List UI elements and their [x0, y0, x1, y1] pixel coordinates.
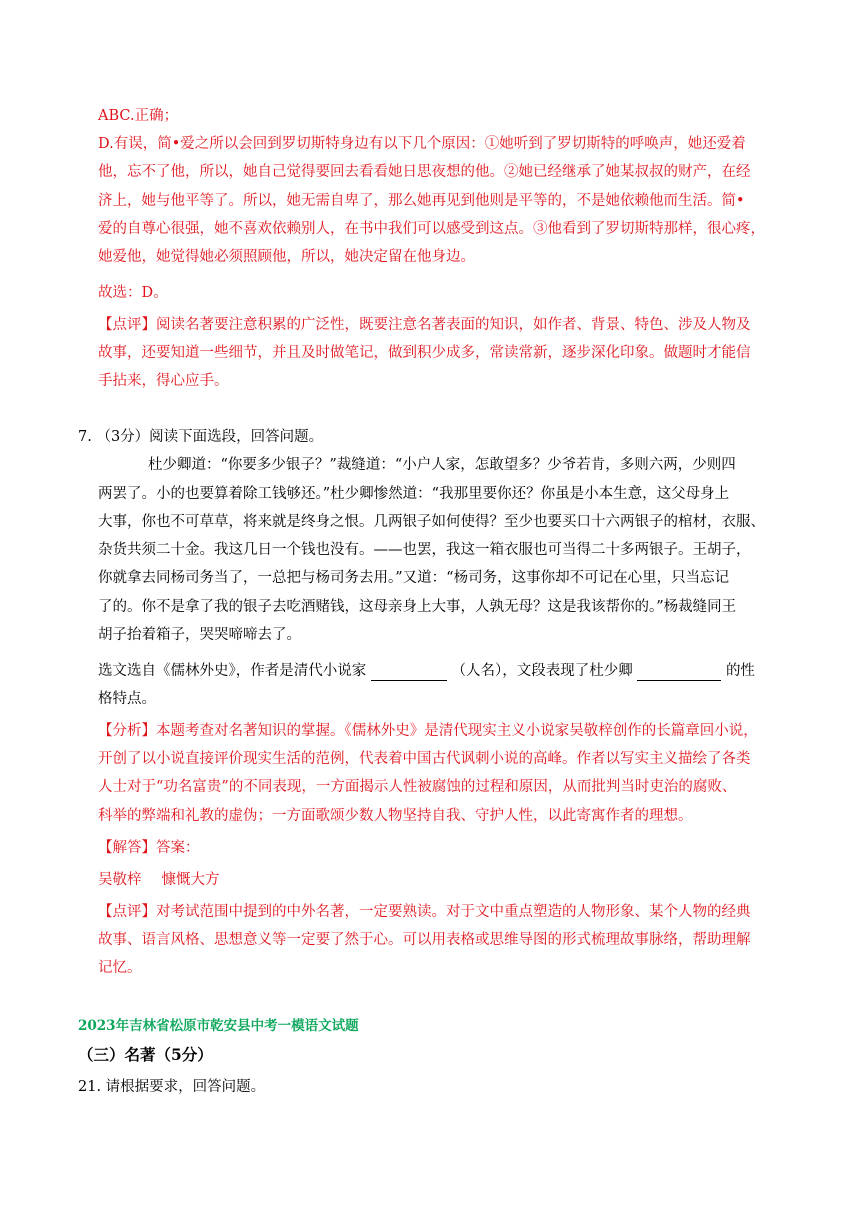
prompt-text: 的性 [725, 663, 755, 679]
analysis-line: 【分析】本题考查对名著知识的掌握。《儒林外史》是清代现实主义小说家吴敬梓创作的长篇章回小说， [98, 723, 758, 739]
answer-choice: 故选：D。 [98, 285, 168, 301]
comment-line: 手拈来，得心应手。 [98, 373, 229, 389]
explanation-line: 她爱他，她觉得她必须照顾他，所以，她决定留在他身边。 [98, 249, 475, 265]
comment-line: 故事，还要知道一些细节，并且及时做笔记，做到积少成多，常读常新，逐步深化印象。做题时才能信 [98, 345, 751, 361]
answer-author: 吴敬梓 [98, 872, 142, 888]
passage-line: 两罢了。小的也要算着除工钱够还。”杜少卿惨然道：“我那里要你还？你虽是小本生意，这父母身上 [98, 486, 730, 502]
passage-line: 你就拿去同杨司务当了，一总把与杨司务去用。”又道：“杨司务，这事你却不可记在心里，只当忘记 [98, 570, 730, 586]
passage-line: 杜少卿道：“你要多少银子？”裁缝道：“小户人家，怎敢望多？少爷若肯，多则六两，少则四 [148, 457, 736, 473]
answer-trait: 慷慨大方 [161, 872, 220, 888]
explanation-line: 爱的自尊心很强，她不喜欢依赖别人，在书中我们可以感受到这点。③他看到了罗切斯特那样，很心疼， [98, 221, 765, 237]
prompt-text: 选文选自《儒林外史》，作者是清代小说家 [98, 663, 367, 679]
analysis-line: 科举的弊端和礼教的虚伪；一方面歌颂少数人物坚持自我、守护人性，以此寄寓作者的理想。 [98, 808, 693, 824]
comment-line: 【点评】对考试范围中提到的中外名著，一定要熟读。对于文中重点塑造的人物形象、某个人物的经典 [98, 904, 751, 920]
source-title: 2023年吉林省松原市乾安县中考一模语文试题 [78, 1018, 359, 1034]
comment-line: 故事、语言风格、思想意义等一定要了然于心。可以用表格或思维导图的形式梳理故事脉络，帮助理解 [98, 932, 751, 948]
comment-line: 【点评】阅读名著要注意积累的广泛性，既要注意名著表面的知识，如作者、背景、特色、涉及人物及 [98, 317, 751, 333]
fill-in-prompt-end: 格特点。 [98, 691, 156, 707]
analysis-line: 开创了以小说直接评价现实生活的范例，代表着中国古代讽刺小说的高峰。作者以写实主义描绘了各类 [98, 751, 751, 767]
passage-line: 胡子抬着箱子，哭哭啼啼去了。 [98, 627, 301, 643]
comment-line: 记忆。 [98, 960, 142, 976]
trait-blank[interactable] [637, 663, 721, 681]
analysis-line: 人士对于“功名富贵”的不同表现，一方面揭示人性被腐蚀的过程和原因，从而批判当时吏治的腐败、 [98, 779, 737, 795]
explanation-line: 他，忘不了他，所以，她自己觉得要回去看看她日思夜想的他。②她已经继承了她某叔叔的财产，在经 [98, 164, 751, 180]
passage-line: 杂货共须二十金。我这几日一个钱也没有。——也罢，我这一箱衣服也可当得二十多两银子。王胡子， [98, 542, 751, 558]
explanation-line: 济上，她与他平等了。所以，她无需自卑了，那么她再见到他则是平等的，不是她依赖他而生活。简• [98, 193, 745, 209]
passage-line: 大事，你也不可草草，将来就是终身之恨。几两银子如何使得？至少也要买口十六两银子的棺材，衣服、 [98, 514, 765, 530]
section-heading: （三）名著（5分） [78, 1045, 213, 1064]
prompt-text: （人名），文段表现了杜少卿 [451, 663, 633, 679]
question-7-stem: 7. （3分）阅读下面选段，回答问题。 [78, 429, 324, 445]
author-blank[interactable] [371, 663, 447, 681]
answer-values [98, 870, 220, 890]
answer-line: ABC.正确； [98, 108, 179, 124]
passage-line: 了的。你不是拿了我的银子去吃酒赌钱，这母亲身上大事，人孰无母？这是我该帮你的。”杨裁缝同王 [98, 599, 737, 615]
fill-in-prompt [98, 661, 755, 681]
explanation-line: D.有误，简•爱之所以会回到罗切斯特身边有以下几个原因：①她听到了罗切斯特的呼唤声，她还爱着 [98, 136, 746, 152]
answer-label: 【解答】答案： [98, 840, 200, 856]
question-21-stem: 21. 请根据要求，回答问题。 [78, 1079, 266, 1095]
